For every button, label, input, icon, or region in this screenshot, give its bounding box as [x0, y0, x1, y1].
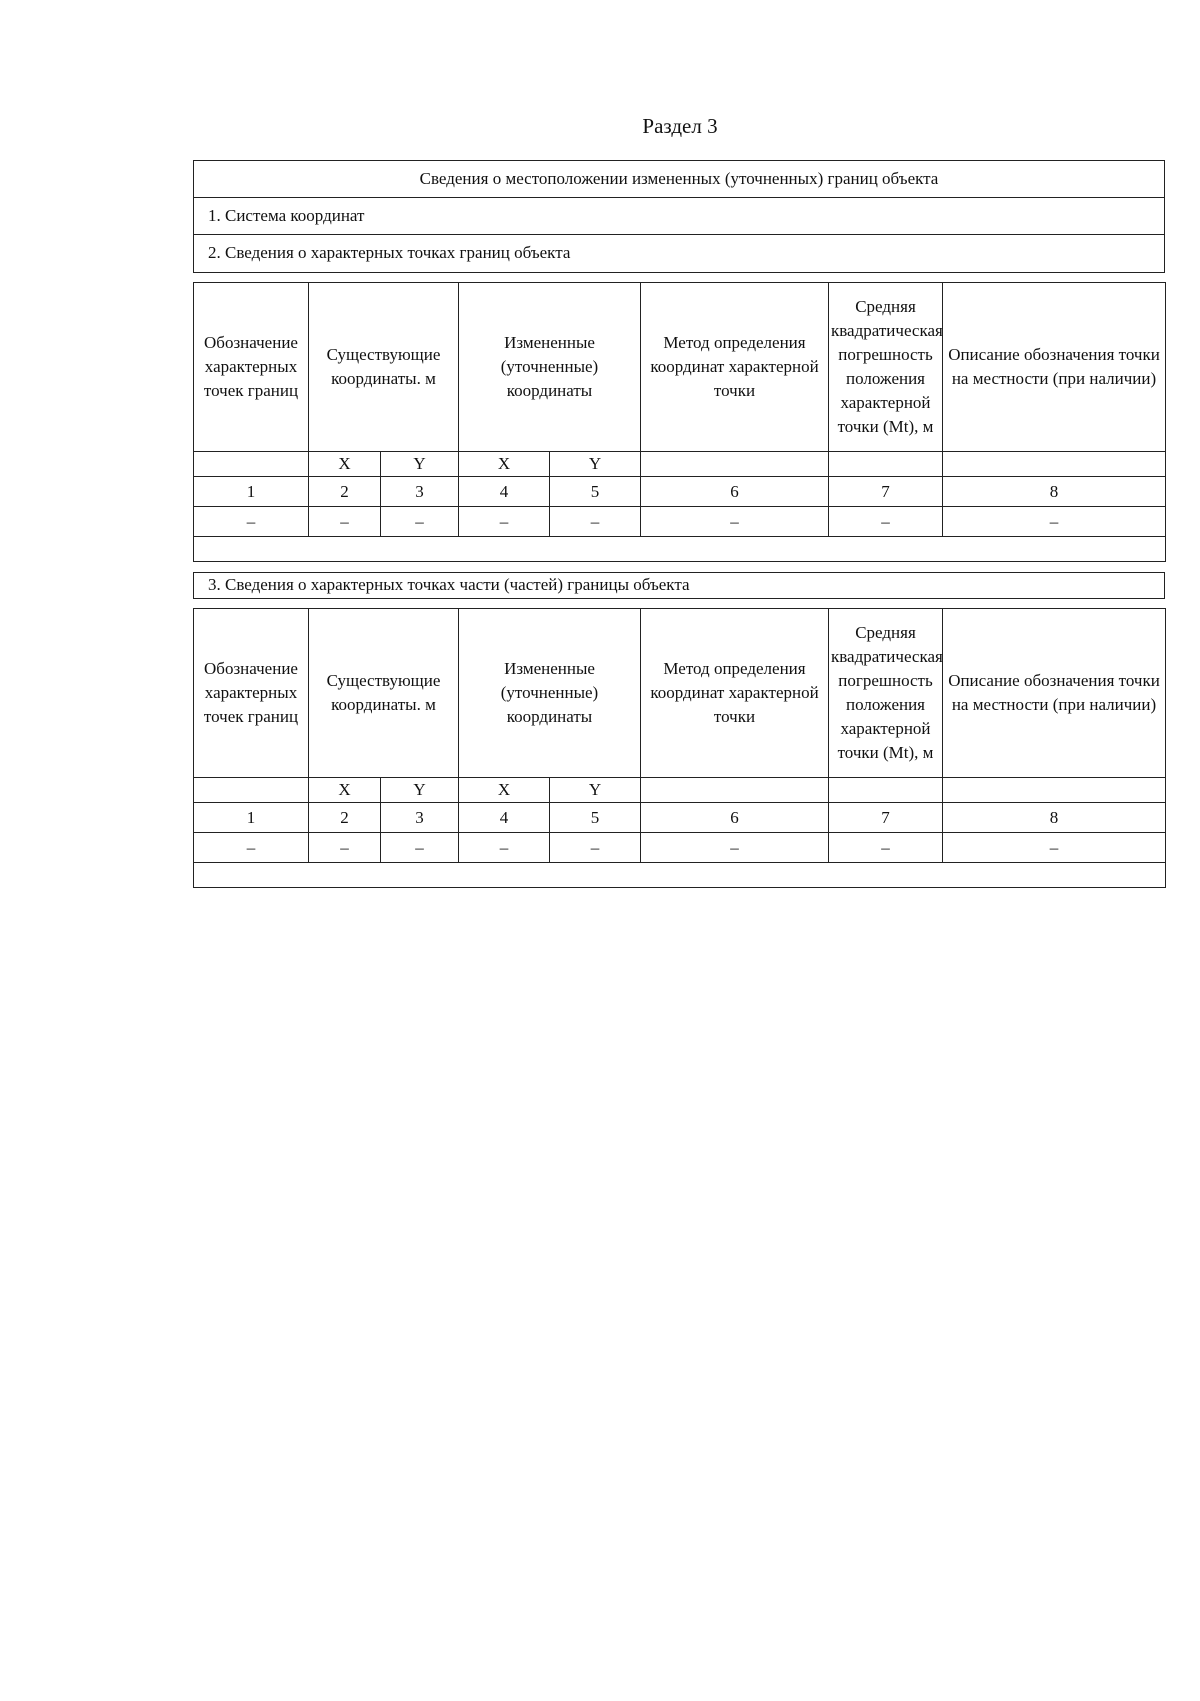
column-number: 6 [641, 477, 829, 507]
axis-label: X [309, 452, 381, 477]
table-row [194, 507, 1166, 537]
section-header-title: Сведения о местоположении измененных (уточненных) границ объекта [194, 161, 1164, 198]
column-number: 4 [459, 803, 550, 833]
axis-label: X [459, 778, 550, 803]
axis-label: X [309, 778, 381, 803]
table-cell: – [309, 507, 381, 537]
page-title: Раздел 3 [642, 114, 718, 138]
table-cell: – [381, 507, 459, 537]
coordinate-system-row: 1. Система координат [194, 198, 1164, 235]
table-cell: – [829, 833, 943, 863]
axis-row [194, 778, 1166, 803]
empty-row [194, 863, 1166, 888]
column-number: 1 [194, 477, 309, 507]
table-cell: – [194, 507, 309, 537]
table-cell: – [550, 507, 641, 537]
column-number: 8 [943, 803, 1166, 833]
part-points-title: 3. Сведения о характерных точках части (частей) границы объекта [193, 572, 1165, 599]
axis-row [194, 452, 1166, 477]
table-cell: – [459, 833, 550, 863]
col-method: Метод определения координат характерной точки [641, 283, 829, 452]
table-cell: – [943, 833, 1166, 863]
table-cell: – [829, 507, 943, 537]
column-number: 5 [550, 477, 641, 507]
part-points-table [193, 608, 1166, 888]
column-number: 7 [829, 477, 943, 507]
col-existing-coords: Существующие координаты. м [309, 609, 459, 778]
table-cell: – [459, 507, 550, 537]
table-header-row [194, 609, 1166, 778]
col-description: Описание обозначения точки на местности (при наличии) [943, 283, 1166, 452]
column-number: 8 [943, 477, 1166, 507]
table-header-row [194, 283, 1166, 452]
boundary-points-title: 2. Сведения о характерных точках границ объекта [208, 243, 571, 263]
column-number: 5 [550, 803, 641, 833]
col-changed-coords: Измененные (уточненные) координаты [459, 283, 641, 452]
table-cell: – [194, 833, 309, 863]
column-number: 3 [381, 477, 459, 507]
axis-label: Y [381, 778, 459, 803]
col-existing-coords: Существующие координаты. м [309, 283, 459, 452]
axis-label: X [459, 452, 550, 477]
axis-label: Y [550, 452, 641, 477]
col-changed-coords: Измененные (уточненные) координаты [459, 609, 641, 778]
boundary-points-table [193, 282, 1166, 562]
column-number-row [194, 477, 1166, 507]
col-error: Средняя квадратическая погрешность положения характерной точки (Mt), м [829, 609, 943, 778]
axis-label: Y [550, 778, 641, 803]
table-cell: – [943, 507, 1166, 537]
table-cell: – [309, 833, 381, 863]
table-cell: – [641, 833, 829, 863]
empty-row [194, 537, 1166, 562]
col-error: Средняя квадратическая погрешность положения характерной точки (Mt), м [829, 283, 943, 452]
col-designation: Обозначение характерных точек границ [194, 609, 309, 778]
axis-label: Y [381, 452, 459, 477]
col-description: Описание обозначения точки на местности (при наличии) [943, 609, 1166, 778]
column-number: 1 [194, 803, 309, 833]
table-cell: – [550, 833, 641, 863]
col-designation: Обозначение характерных точек границ [194, 283, 309, 452]
column-number: 2 [309, 803, 381, 833]
section-header-box [193, 160, 1165, 273]
column-number: 3 [381, 803, 459, 833]
column-number: 7 [829, 803, 943, 833]
col-method: Метод определения координат характерной точки [641, 609, 829, 778]
column-number: 4 [459, 477, 550, 507]
column-number: 2 [309, 477, 381, 507]
table-row [194, 833, 1166, 863]
table-cell: – [381, 833, 459, 863]
column-number: 6 [641, 803, 829, 833]
table-cell: – [641, 507, 829, 537]
column-number-row [194, 803, 1166, 833]
